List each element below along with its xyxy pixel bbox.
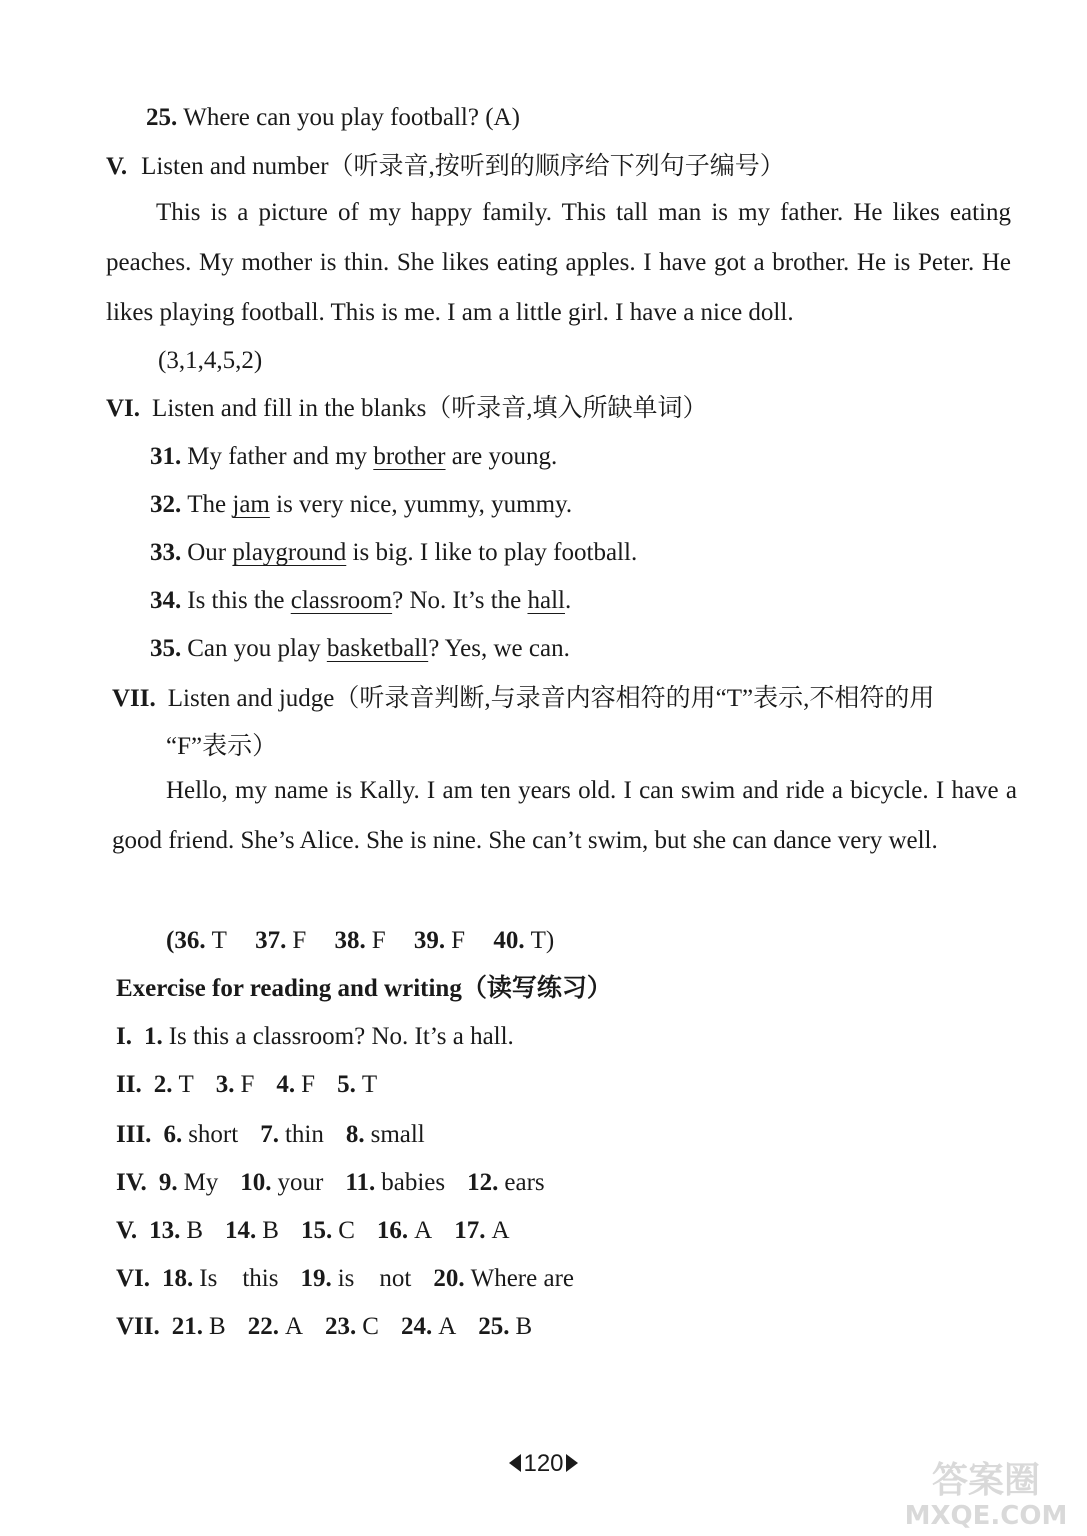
row-label: II. xyxy=(116,1071,142,1098)
fill-item-32 xyxy=(150,490,572,520)
section-label: VII. xyxy=(112,685,156,712)
answer-row xyxy=(116,1312,532,1342)
answer-number: 12. xyxy=(467,1169,499,1196)
answer-number: 19. xyxy=(300,1265,332,1292)
answer-value: F xyxy=(301,1071,316,1098)
answer-value: T) xyxy=(530,927,555,954)
answer-value: thin xyxy=(284,1121,324,1148)
answer-value: B xyxy=(186,1217,204,1244)
section-heading-text: Listen and fill in the blanks（听录音,填入所缺单词） xyxy=(152,395,708,422)
answer-number: 13. xyxy=(149,1217,181,1244)
answer-value: A xyxy=(438,1313,457,1340)
item-number: 35. xyxy=(150,635,182,662)
answer-number: 10. xyxy=(240,1169,272,1196)
fill-item-33 xyxy=(150,538,637,568)
item-number: 34. xyxy=(150,587,182,614)
item-text: The xyxy=(187,491,233,518)
filled-blank: playground xyxy=(232,539,347,566)
answer-number: 23. xyxy=(325,1313,357,1340)
row-label: V. xyxy=(116,1217,138,1244)
section-heading-text: Listen and number（听录音,按听到的顺序给下列句子编号） xyxy=(141,153,785,180)
answer-number: 8. xyxy=(345,1121,365,1148)
answer-number: 40. xyxy=(493,927,525,954)
answer-value: F xyxy=(292,927,307,954)
answer-value: is not xyxy=(337,1265,412,1292)
answer-value: Where are xyxy=(470,1265,574,1292)
watermark-logo xyxy=(891,1452,1081,1532)
answer-row xyxy=(116,1070,377,1100)
fill-item-34 xyxy=(150,586,571,616)
answer-number: 37. xyxy=(255,927,287,954)
answer-value: My xyxy=(183,1169,219,1196)
filled-blank: classroom xyxy=(290,587,393,614)
section-label: V. xyxy=(106,153,128,180)
row-label: III. xyxy=(116,1121,152,1148)
answer-number: 7. xyxy=(260,1121,279,1148)
left-triangle-icon xyxy=(509,1454,521,1472)
filled-blank: basketball xyxy=(326,635,429,662)
answer-number: 5. xyxy=(337,1071,356,1098)
answer-value: F xyxy=(371,927,386,954)
answer-value: small xyxy=(370,1121,425,1148)
answer-value: T xyxy=(211,927,227,954)
answer-number: (36. xyxy=(166,927,206,954)
answer-number: 20. xyxy=(433,1265,465,1292)
answer-number: 24. xyxy=(400,1313,433,1340)
question-number: 25. xyxy=(146,104,178,131)
svg-text:答案圈: 答案圈 xyxy=(931,1460,1041,1501)
answer-value: C xyxy=(362,1313,379,1340)
row-label: VI. xyxy=(116,1265,151,1292)
section-vii-heading-cont: “F”表示） xyxy=(166,733,278,760)
answer-value: F xyxy=(451,927,466,954)
answer-row xyxy=(116,1168,545,1198)
item-text: Can you play xyxy=(187,635,327,662)
section-vi-heading xyxy=(106,394,708,424)
answer-number: 17. xyxy=(454,1217,486,1244)
item-number: 31. xyxy=(150,443,182,470)
question-text: Where can you play football? (A) xyxy=(183,104,520,131)
row-label: IV. xyxy=(116,1169,147,1196)
row-label: I. xyxy=(116,1023,132,1050)
fill-item-31 xyxy=(150,442,557,472)
answer-value: B xyxy=(515,1313,533,1340)
answer-value: babies xyxy=(381,1169,446,1196)
row-label: VII. xyxy=(116,1313,160,1340)
item-number: 33. xyxy=(150,539,182,566)
answer-value: A xyxy=(491,1217,510,1244)
answer-value: Is this xyxy=(199,1265,279,1292)
answer-number: 16. xyxy=(376,1217,409,1244)
section-vii-answers xyxy=(166,926,554,956)
answer-number: 11. xyxy=(345,1169,376,1196)
answer-value: your xyxy=(277,1169,324,1196)
item-text: ? Yes, we can. xyxy=(428,635,570,662)
section-heading-text: Listen and judge（听录音判断,与录音内容相符的用“T”表示,不相符的用 xyxy=(167,685,935,712)
item-text: My father and my xyxy=(187,443,374,470)
fill-item-35 xyxy=(150,634,570,664)
section-v-heading xyxy=(106,152,785,182)
answer-row xyxy=(116,1264,574,1294)
answer-number: 15. xyxy=(300,1217,333,1244)
item-text: Is this the xyxy=(187,587,291,614)
answer-number: 1. xyxy=(143,1023,163,1050)
answer-number: 9. xyxy=(158,1169,178,1196)
section-label: VI. xyxy=(106,395,141,422)
answer-value: short xyxy=(188,1121,239,1148)
item-text: Our xyxy=(187,539,233,566)
answer-value: B xyxy=(262,1217,279,1244)
answer-number: 39. xyxy=(413,927,446,954)
right-triangle-icon xyxy=(566,1454,578,1472)
item-number: 32. xyxy=(150,491,182,518)
section-v-answer: (3,1,4,5,2) xyxy=(158,347,263,374)
answer-value: A xyxy=(284,1313,304,1340)
filled-blank: brother xyxy=(373,443,446,470)
answer-number: 4. xyxy=(276,1071,296,1098)
answer-value: ears xyxy=(504,1169,545,1196)
answer-number: 25. xyxy=(478,1313,510,1340)
answer-number: 22. xyxy=(247,1313,279,1340)
item-text: are young. xyxy=(445,443,558,470)
answer-number: 3. xyxy=(215,1071,235,1098)
page-number-text: 120 xyxy=(523,1450,564,1477)
answer-number: 6. xyxy=(163,1121,183,1148)
answer-value: C xyxy=(338,1217,355,1244)
section-v-passage: This is a picture of my happy family. This tall man is my father. He likes eating peaches. My mother is thin. She likes eating apples. I have got a brother. He is Peter. He likes playing football. This is me. I am a little girl. I have a nice doll. xyxy=(106,199,1011,326)
answer-row xyxy=(116,1216,510,1246)
answer-number: 21. xyxy=(171,1313,204,1340)
answer-value: F xyxy=(240,1071,255,1098)
answer-value: A xyxy=(414,1217,433,1244)
item-text: is very nice, yummy, yummy. xyxy=(269,491,573,518)
item-text: . xyxy=(564,587,572,614)
answer-number: 38. xyxy=(334,927,366,954)
answer-value: Is this a classroom? No. It’s a hall. xyxy=(168,1023,514,1050)
answer-number: 14. xyxy=(225,1217,257,1244)
answer-value: T xyxy=(361,1071,378,1098)
section-vii-passage: Hello, my name is Kally. I am ten years old. I can swim and ride a bicycle. I have a good friend. She’s Alice. She is nine. She can’t swim, but she can dance very well. xyxy=(112,777,1017,854)
section-vii-heading xyxy=(112,684,934,714)
answer-row xyxy=(116,1120,425,1150)
answer-row xyxy=(116,1022,514,1052)
question-25 xyxy=(146,103,520,133)
filled-blank: hall xyxy=(527,587,565,614)
answer-number: 18. xyxy=(162,1265,194,1292)
answer-value: T xyxy=(178,1071,194,1098)
answer-number: 2. xyxy=(153,1071,173,1098)
item-text: ? No. It’s the xyxy=(392,587,528,614)
filled-blank: jam xyxy=(232,491,270,518)
item-text: is big. I like to play football. xyxy=(346,539,638,566)
svg-text:MXQE.COM: MXQE.COM xyxy=(904,1501,1068,1531)
answer-value: B xyxy=(209,1313,226,1340)
reading-writing-heading: Exercise for reading and writing（读写练习） xyxy=(116,975,612,1002)
